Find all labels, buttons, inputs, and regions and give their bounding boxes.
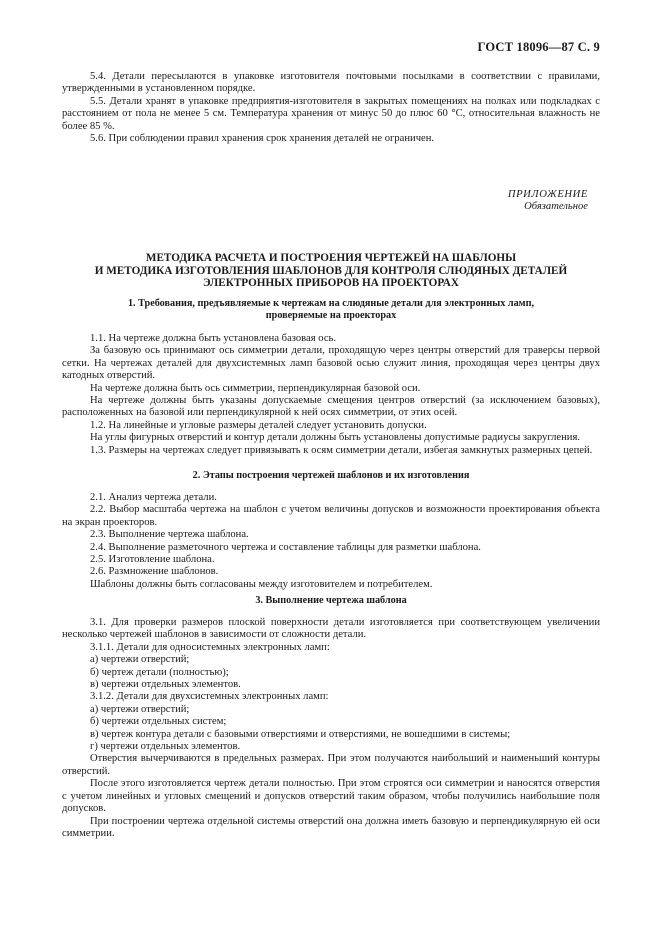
list-item: б) чертежи отдельных систем; [90,716,227,728]
paragraph: 2.4. Выполнение разметочного чертежа и составление таблицы для разметки шаблона. [90,541,481,553]
paragraph: При построении чертежа отдельной системы отверстий она должна иметь базовую и перпендикулярную ей оси симметрии. [62,815,600,839]
list-item: в) чертежи отдельных элементов. [90,679,241,691]
document-title [62,252,600,290]
paragraph: 2.6. Размножение шаблонов. [90,566,219,578]
paragraph: 3.1.2. Детали для двухсистемных электронных ламп: [90,691,329,703]
paragraph: На чертеже должна быть ось симметрии, перпендикулярная базовой оси. [90,382,421,394]
paragraph: 3.1.1. Детали для односистемных электронных ламп: [90,641,330,653]
paragraph: После этого изготовляется чертеж детали полностью. При этом строятся оси симметрии и наносятся отверстия с учетом линейных и угловых смещений и допусков отверстий таким образом, чтобы получились наибольшие поля допусков. [62,778,600,815]
list-item: а) чертежи отверстий; [90,654,190,666]
paragraph: 5.4. Детали пересылаются в упаковке изготовителя почтовыми посылками в соответствии с правилами, утвержденными в установленном порядке. [62,71,600,95]
section-heading-line: проверяемые на проекторах [265,310,397,322]
list-item: в) чертеж контура детали с базовыми отверстиями и отверстиями, не вошедшими в системы; [90,728,511,740]
list-item: г) чертежи отдельных элементов. [90,741,241,753]
paragraph: 5.6. При соблюдении правил хранения срок хранения деталей не ограничен. [90,133,435,145]
paragraph: 1.1. На чертеже должна быть установлена базовая ось. [90,333,337,344]
section-1-body [62,333,600,457]
paragraph: 2.5. Изготовление шаблона. [90,554,215,566]
section-3-body [62,617,600,840]
paragraph: 5.5. Детали хранят в упаковке предприятия-изготовителя в закрытых помещениях на полках или подкладках с расстоянием от пола не менее 5 см. Температура хранения от минус 50 до плюс 60 °С, относительная влажность не более 85 %. [62,95,600,132]
paragraph: 2.2. Выбор масштаба чертежа на шаблон с учетом величины допусков и возможности проектирования объекта на экран проекторов. [62,504,600,528]
intro-block [62,71,600,145]
section-heading-line: 1. Требования, предъявляемые к чертежам на слюдяные детали для электронных ламп, [127,298,535,309]
paragraph: 3.1. Для проверки размеров плоской поверхности детали изготовляется при соответствующем увеличении несколько чертежей шаблонов в зависимости от сложности детали. [62,617,600,641]
paragraph: Шаблоны должны быть согласованы между изготовителем и потребителем. [90,578,433,590]
list-item: б) чертеж детали (полностью); [90,666,229,678]
paragraph: За базовую ось принимают ось симметрии детали, проходящую через центры отверстий для траверсы первой сетки. На чертежах деталей для двухсистемных ламп базовой осью служит линия, проходящая через центры двух катодных отверстий. [62,345,600,382]
appendix-label [508,189,588,214]
paragraph: 2.1. Анализ чертежа детали. [90,492,217,503]
section-2-heading: 2. Этапы построения чертежей шаблонов и их изготовления [192,470,470,481]
paragraph: 2.3. Выполнение чертежа шаблона. [90,529,249,541]
title-line: МЕТОДИКА РАСЧЕТА И ПОСТРОЕНИЯ ЧЕРТЕЖЕЙ НА ШАБЛОНЫ [145,252,517,264]
paragraph: 1.3. Размеры на чертежах следует привязывать к осям симметрии детали, избегая замкнутых размерных цепей. [90,444,593,456]
section-2-body [62,492,600,591]
list-item: а) чертежи отверстий; [90,703,190,715]
section-1-heading [62,298,600,323]
appendix-status: Обязательное [524,201,588,213]
paragraph: На чертеже должны быть указаны допускаемые смещения центров отверстий (за исключением базовых), расположенных на базовой или перпендикулярной к ней осях симметрии, от этих осей. [62,395,600,419]
page-header: ГОСТ 18096—87 С. 9 [477,40,600,54]
paragraph: На углы фигурных отверстий и контур детали должны быть установлены допустимые радиусы закругления. [90,432,580,444]
section-3-heading: 3. Выполнение чертежа шаблона [255,595,407,606]
appendix-title: ПРИЛОЖЕНИЕ [507,189,588,200]
title-line: ЭЛЕКТРОННЫХ ПРИБОРОВ НА ПРОЕКТОРАХ [203,277,459,290]
paragraph: Отверстия вычерчиваются в предельных размерах. При этом получаются наибольший и наименьший контуры отверстий. [62,753,600,777]
title-line: И МЕТОДИКА ИЗГОТОВЛЕНИЯ ШАБЛОНОВ ДЛЯ КОНТРОЛЯ СЛЮДЯНЫХ ДЕТАЛЕЙ [94,264,568,277]
paragraph: 1.2. На линейные и угловые размеры деталей следует установить допуски. [90,419,427,431]
